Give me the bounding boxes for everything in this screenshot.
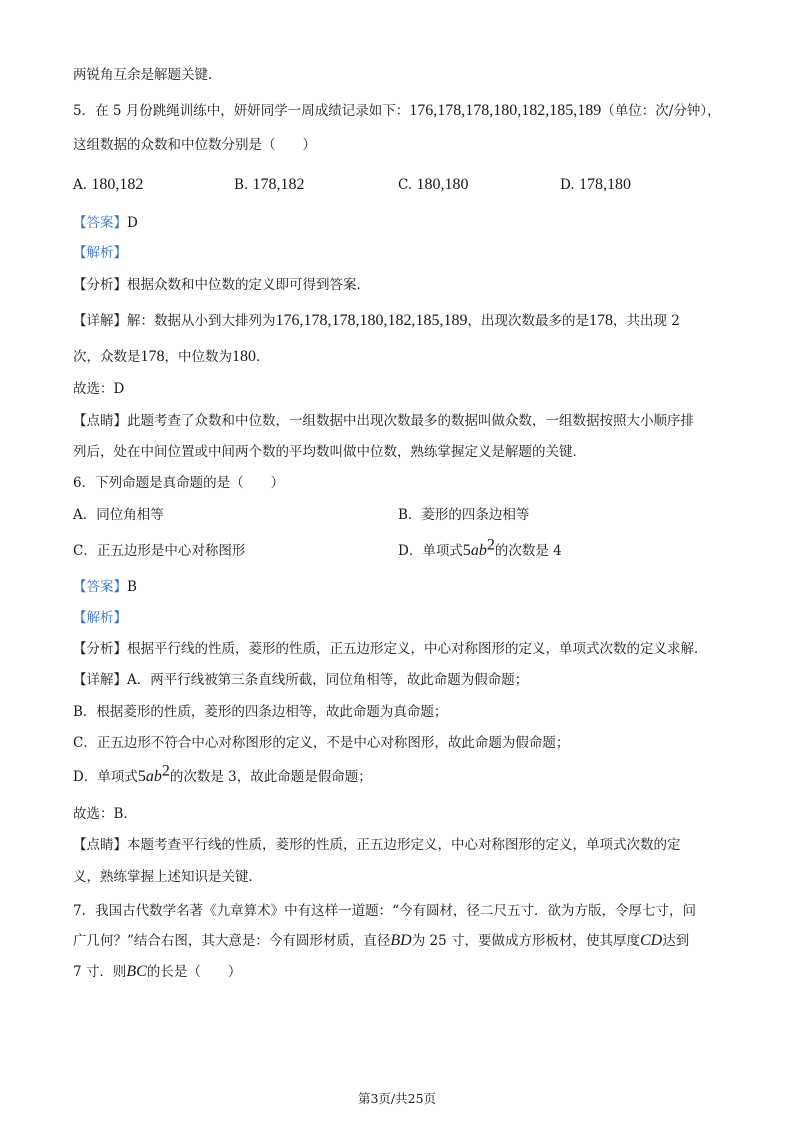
q5-option-c: C. 180,180: [398, 176, 469, 193]
q6-detail-d: D．单项式$5ab^2$的次数是 3，故此命题是假命题；: [73, 762, 372, 785]
q5-option-b: B. 178,182: [234, 176, 305, 193]
q6-detail-b: B．根据菱形的性质，菱形的四条边相等，故此命题为真命题；: [73, 704, 448, 720]
q7-stem-line1: 7．我国古代数学名著《九章算术》中有这样一道题：“今有圆材，径二尺五寸．欲为方版，令厚七寸，问: [73, 903, 696, 919]
q6-analysis-tag: 【解析】: [73, 610, 127, 626]
q5-choice: 故选：D: [73, 381, 125, 397]
page-footer: 第3页/共25页: [357, 1091, 437, 1106]
q6-choice: 故选：B．: [73, 806, 137, 822]
q6-comment-line2: 义，熟练掌握上述知识是关键．: [73, 869, 262, 885]
q5-comment-line2: 列后，处在中间位置或中间两个数的平均数叫做中位数，熟练掌握定义是解题的关键．: [73, 444, 586, 460]
q6-answer: 【答案】B: [73, 579, 137, 595]
q6-stem: 6．下列命题是真命题的是（ ）: [73, 475, 285, 491]
q6-option-d: D．单项式$5ab^2$的次数是 4: [398, 536, 562, 559]
text-line: 两锐角互余是解题关键．: [73, 67, 222, 83]
q5-comment-line1: 【点睛】此题考查了众数和中位数，一组数据中出现次数最多的数据叫做众数，一组数据按照大小顺序排: [73, 413, 694, 429]
q5-stem-line1: 5．在 5 月份跳绳训练中，妍妍同学一周成绩记录如下：176,178,178,180,182,185,189（单位：次/分钟），: [73, 102, 721, 119]
q6-detail-a: 【详解】A．两平行线被第三条直线所截，同位角相等，故此命题为假命题；: [73, 672, 529, 688]
q5-analysis-tag: 【解析】: [73, 245, 127, 261]
q7-stem-line3: 7 寸．则BC的长是（ ）: [73, 963, 242, 980]
q6-comment-line1: 【点睛】本题考查平行线的性质，菱形的性质，正五边形定义，中心对称图形的定义，单项式次数的定: [73, 837, 681, 853]
q5-answer: 【答案】D: [73, 215, 138, 231]
q5-detail-line2: 次，众数是178，中位数为180．: [73, 348, 270, 365]
q5-fenxi: 【分析】根据众数和中位数的定义即可得到答案．: [73, 277, 370, 293]
q5-stem-line2: 这组数据的众数和中位数分别是（ ）: [73, 137, 316, 153]
q5-option-d: D. 178,180: [560, 176, 631, 193]
q6-detail-c: C．正五边形不符合中心对称图形的定义，不是中心对称图形，故此命题为假命题；: [73, 735, 570, 751]
q5-detail-line1: 【详解】解：数据从小到大排列为176,178,178,180,182,185,189，出现次数最多的是178，共出现 2: [73, 312, 680, 329]
q6-fenxi: 【分析】根据平行线的性质，菱形的性质，正五边形定义，中心对称图形的定义，单项式次数的定义求解．: [73, 641, 708, 657]
q5-data: 176,178,178,180,182,185,189: [409, 102, 602, 119]
q5-option-a: A. 180,182: [73, 176, 144, 193]
q6-option-a: A．同位角相等: [73, 507, 164, 523]
q6-option-c: C．正五边形是中心对称图形: [73, 543, 246, 559]
q6-option-b: B．菱形的四条边相等: [398, 507, 530, 523]
q7-stem-line2: 广几何？”结合右图，其大意是：今有圆形材质，直径BD为 25 寸，要做成方形板材，使其厚度CD达到: [73, 932, 690, 949]
